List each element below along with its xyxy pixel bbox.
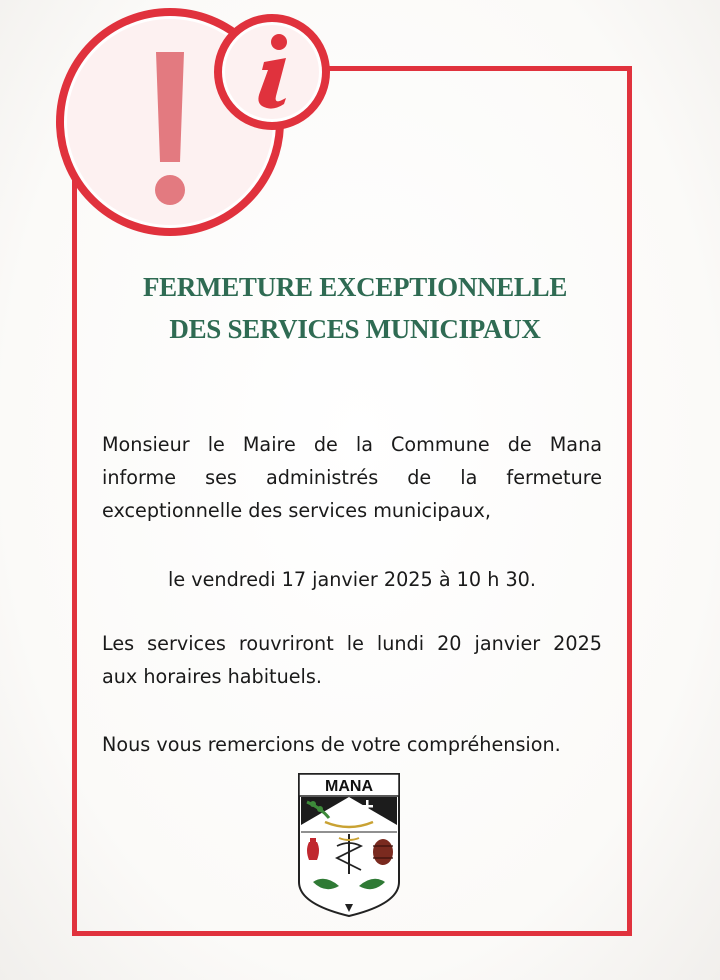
announcement-line: Monsieur le Maire de la Commune de Mana bbox=[102, 433, 602, 456]
announcement-line: exceptionnelle des services municipaux, bbox=[102, 499, 491, 522]
closing-thanks bbox=[102, 728, 602, 761]
closing-line: Nous vous remercions de votre compréhension. bbox=[102, 733, 561, 756]
info-icon bbox=[218, 18, 326, 126]
announcement-line: informe ses administrés de la fermeture bbox=[102, 466, 602, 489]
crest-name-text: MANA bbox=[325, 778, 373, 795]
reopening-line: aux horaires habituels. bbox=[102, 665, 322, 688]
reopening-paragraph bbox=[102, 627, 602, 693]
reopening-line: Les services rouvriront le lundi 20 janvier 2025 bbox=[102, 632, 602, 655]
announcement-paragraph bbox=[102, 428, 602, 527]
warning-info-badge bbox=[50, 0, 350, 260]
notice-title-line-2: DES SERVICES MUNICIPAUX bbox=[169, 314, 541, 344]
mana-coat-of-arms bbox=[295, 770, 403, 920]
notice-title-line-1: FERMETURE EXCEPTIONNELLE bbox=[142, 272, 568, 302]
closure-date: le vendredi 17 janvier 2025 à 10 h 30. bbox=[168, 568, 536, 591]
